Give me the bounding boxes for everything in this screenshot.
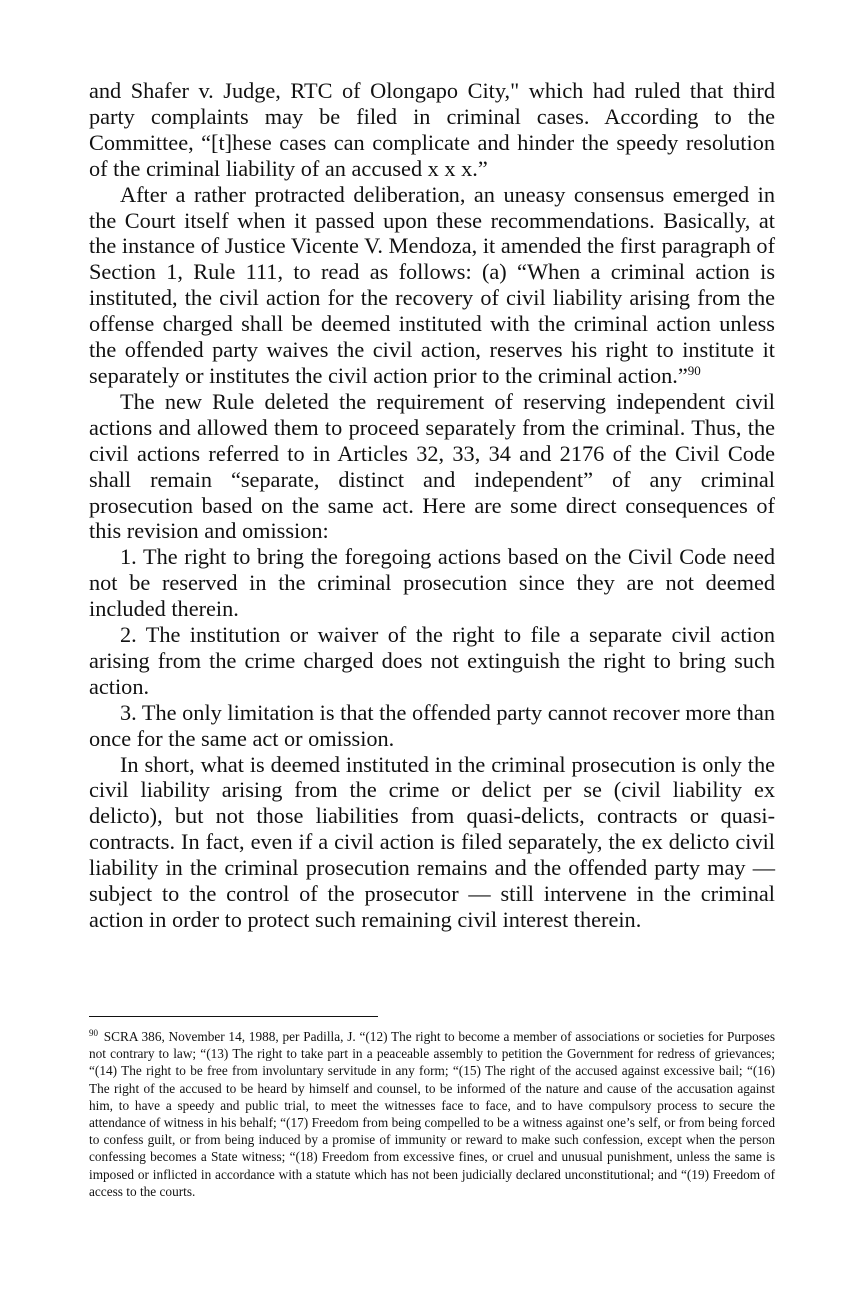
- list-item-3: 3. The only limitation is that the offended party cannot recover more than once for the same act or omission.: [89, 699, 775, 751]
- paragraph-new-rule: The new Rule deleted the requirement of reserving independent civil actions and allowed them to proceed separately from the criminal. Thus, the civil actions referred to in Articles 32, 33, 34 and 2176 of the Civil Code shall remain “separate, distinct and independent” of any criminal prosecution based on the same act. Here are some direct consequences of this revision and omission:: [89, 388, 775, 544]
- footnote-separator: [89, 1016, 378, 1017]
- list-item-2: 2. The institution or waiver of the right to file a separate civil action arising from the crime charged does not extinguish the right to bring such action.: [89, 622, 775, 699]
- main-text: [89, 78, 775, 933]
- paragraph-continuation: and Shafer v. Judge, RTC of Olongapo City," which had ruled that third party complaints may be filed in criminal cases. According to the Committee, “[t]hese cases can complicate and hinder the speedy resolution of the criminal liability of an accused x x x.”: [89, 78, 775, 181]
- footnote-number: 90: [89, 1028, 98, 1038]
- footnote-reference: 90: [687, 362, 701, 378]
- page-body: [89, 78, 775, 933]
- paragraph-amendment: [89, 182, 775, 389]
- footnote: [89, 1028, 775, 1200]
- list-item-1: 1. The right to bring the foregoing actions based on the Civil Code need not be reserved in the criminal prosecution since they are not deemed included therein.: [89, 544, 775, 622]
- footnote-text: SCRA 386, November 14, 1988, per Padilla, J. “(12) The right to become a member of associations or societies for Purposes not contrary to law; “(13) The right to take part in a peaceable assembly to petition the Government for redress of grievances; “(14) The right to be free from involuntary servitude in any form; “(15) The right of the accused against excessive bail; “(16) The right of the accused to be heard by himself and counsel, to be informed of the nature and cause of the accusation against him, to have a speedy and public trial, to meet the witnesses face to face, and to have compulsory process to secure the attendance of witness in his behalf; “(17) Freedom from being compelled to be a witness against one’s self, or from being forced to confess guilt, or from being induced by a promise of immunity or reward to make such confession, except when the person confessing becomes a State witness; “(18) Freedom from excessive fines, or cruel and unusual punishment, unless the same is imposed or inflicted in accordance with a statute which has not been judicially declared unconstitutional; and “(19) Freedom of access to the courts.: [89, 1029, 776, 1199]
- paragraph-amendment-text: After a rather protracted deliberation, an uneasy consensus emerged in the Court itself when it passed upon these recommendations. Basically, at the instance of Justice Vicente V. Mendoza, it amended the first paragraph of Section 1, Rule 111, to read as follows: (a) “When a criminal action is instituted, the civil action for the recovery of civil liability arising from the offense charged shall be deemed instituted with the criminal action unless the offended party waives the civil action, reserves his right to institute it separately or institutes the civil action prior to the criminal action.”: [89, 181, 775, 388]
- paragraph-in-short: In short, what is deemed instituted in the criminal prosecution is only the civil liability arising from the crime or delict per se (civil liability ex delicto), but not those liabilities from quasi-delicts, contracts or quasi-contracts. In fact, even if a civil action is filed separately, the ex delicto civil liability in the criminal prosecution remains and the offended party may — subject to the control of the prosecutor — still intervene in the criminal action in order to protect such remaining civil interest therein.: [89, 751, 775, 932]
